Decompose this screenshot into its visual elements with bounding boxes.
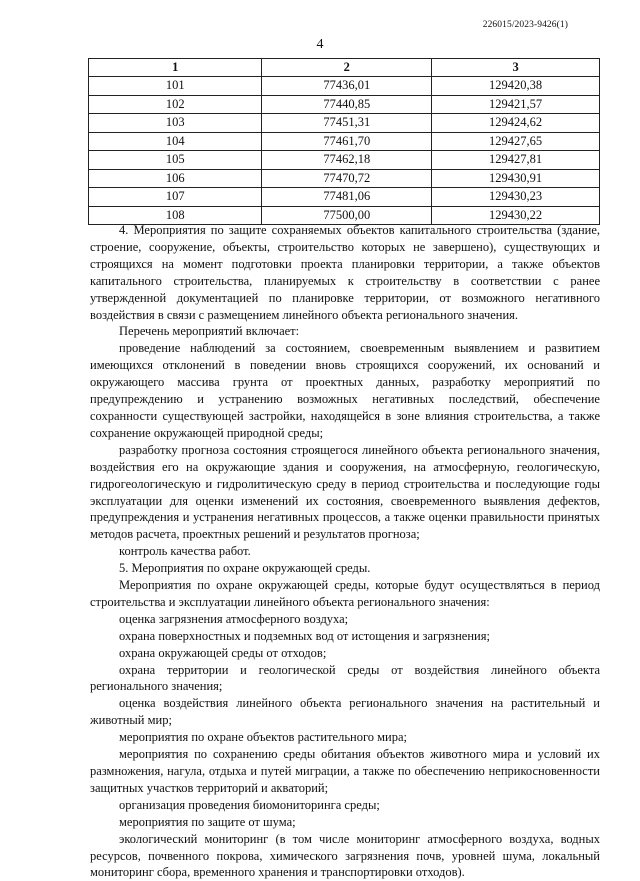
table-cell: 101 — [89, 77, 262, 96]
paragraph: оценка воздействия линейного объекта регионального значения на растительный и животный мир; — [90, 696, 600, 728]
table-cell: 108 — [89, 206, 262, 225]
table-row — [89, 132, 600, 151]
table-header-row — [89, 59, 600, 77]
paragraph: проведение наблюдений за состоянием, своевременным выявлением и развитием имеющихся отклонений в поведении вновь строящихся сооружений, их оснований и окружающего массива грунта от проектных данных, разработку мероприятий по предупреждению и устранению возможных негативных последствий, обеспечение сохранности существующей застройки, находящейся в зоне влияния строительства, а также сохранение окружающей природной среды; — [90, 341, 600, 440]
paragraph: Перечень мероприятий включает: — [119, 324, 300, 339]
paragraph: мероприятия по охране объектов растительного мира; — [119, 730, 408, 745]
table-cell: 77462,18 — [262, 151, 432, 170]
table-cell: 129420,38 — [432, 77, 600, 96]
table-row — [89, 114, 600, 133]
column-header: 3 — [432, 59, 600, 77]
paragraph: охрана поверхностных и подземных вод от истощения и загрязнения; — [119, 628, 490, 643]
paragraph: разработку прогноза состояния строящегося линейного объекта регионального значения, воздействия его на окружающие здания и сооружения, на атмосферную, геологическую, гидрогеологическую и гидролитическую среду в период строительства и последующие годы эксплуатации для оценки изменений их состояния, своевременного выявления дефектов, предупреждения и устранения негативных процессов, а также оценки правильности принятых методов расчета, проектных решений и результатов прогноза; — [90, 442, 600, 542]
table-cell: 105 — [89, 151, 262, 170]
paragraph: оценка загрязнения атмосферного воздуха; — [119, 611, 349, 626]
column-header: 1 — [89, 59, 262, 77]
table-cell: 102 — [89, 95, 262, 114]
table-row — [89, 169, 600, 188]
paragraph: мероприятия по защите от шума; — [119, 814, 296, 829]
paragraph: охрана окружающей среды от отходов; — [119, 645, 327, 660]
table-cell: 107 — [89, 188, 262, 207]
paragraph: экологический мониторинг (в том числе мониторинг атмосферного воздуха, водных ресурсов, почвенного покрова, химического загрязнения почв, уровней шума, локальный мониторинг сбора, временного хранения и транспортировки отходов). — [90, 831, 600, 880]
table-cell: 129430,22 — [432, 206, 600, 225]
table-cell: 129430,91 — [432, 169, 600, 188]
table-cell: 129427,65 — [432, 132, 600, 151]
table-cell: 129424,62 — [432, 114, 600, 133]
table-cell: 77500,00 — [262, 206, 432, 225]
coordinates-table — [88, 58, 600, 225]
table-row — [89, 151, 600, 170]
table-cell: 77451,31 — [262, 114, 432, 133]
table-cell: 129427,81 — [432, 151, 600, 170]
table-cell: 77440,85 — [262, 95, 432, 114]
paragraph: Мероприятия по охране окружающей среды, которые будут осуществляться в период строительства и эксплуатации линейного объекта регионального значения: — [90, 578, 600, 609]
table-cell: 77481,06 — [262, 188, 432, 207]
paragraph: 5. Мероприятия по охране окружающей среды. — [119, 561, 371, 576]
table-cell: 129430,23 — [432, 188, 600, 207]
paragraph: мероприятия по сохранению среды обитания объектов животного мира и условий их размножения, нагула, отдыха и путей миграции, а также по обеспечению неприкосновенности защитных участков территорий и акваторий; — [90, 747, 600, 795]
table-cell: 77461,70 — [262, 132, 432, 151]
table-row — [89, 188, 600, 207]
paragraph: контроль качества работ. — [119, 544, 251, 559]
table-cell: 106 — [89, 169, 262, 188]
column-header: 2 — [262, 59, 432, 77]
table-cell: 77470,72 — [262, 169, 432, 188]
page-number: 4 — [316, 37, 324, 52]
document-body — [90, 222, 600, 881]
table-row — [89, 95, 600, 114]
table-cell: 103 — [89, 114, 262, 133]
table-row — [89, 77, 600, 96]
table-cell: 77436,01 — [262, 77, 432, 96]
paragraph: охрана территории и геологической среды от воздействия линейного объекта регионального значения; — [90, 662, 600, 694]
document-number: 226015/2023-9426(1) — [482, 20, 568, 30]
paragraph: организация проведения биомониторинга среды; — [119, 797, 380, 812]
table-cell: 129421,57 — [432, 95, 600, 114]
table-cell: 104 — [89, 132, 262, 151]
paragraph: 4. Мероприятия по защите сохраняемых объектов капитального строительства (здание, строение, сооружение, объекты, строительство которых не завершено), существующих и строящихся на момент подготовки проекта планировки территории, а также объектов капитального строительства, планируемых к строительству в соответствии с ранее утвержденной документацией по планировке территории, от возможного негативного воздействия в связи с размещением линейного объекта регионального значения. — [90, 223, 600, 322]
